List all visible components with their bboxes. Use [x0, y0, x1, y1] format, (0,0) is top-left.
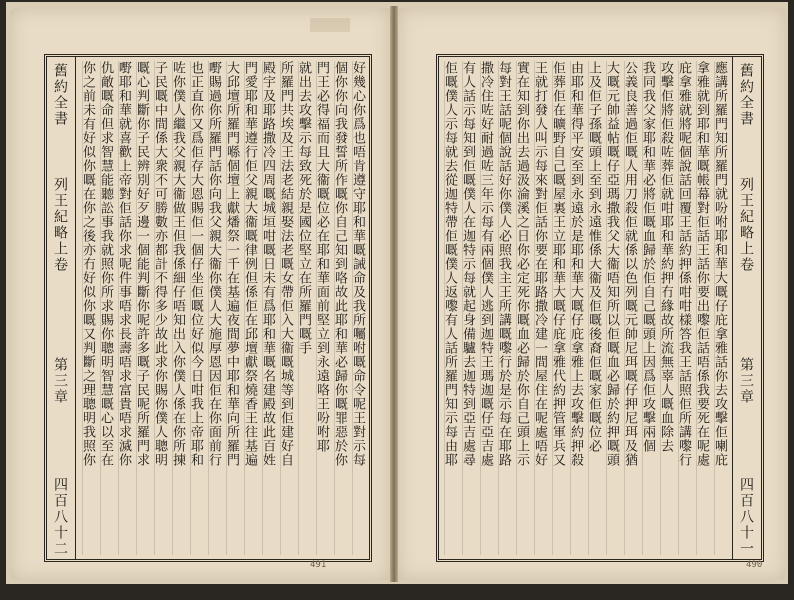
- text-line: 佢嘅僕人示每就去從迦特帶佢嘅僕人返嚟有人話所羅門知示每由耶: [444, 61, 459, 555]
- text-line: 我同我父家耶和華必將佢嘅血歸於佢自己嘅頭上因爲佢攻擊兩個: [642, 61, 657, 555]
- text-line: 每對王話呢個說話好你僕人必照我主王所講嘅嚟行於是示每在耶路: [498, 61, 513, 555]
- chapter-label: 第三章: [52, 357, 68, 405]
- text-line: 應講所羅門知所羅門就吩咐耶和華大嘅仔庇拿雅話你去攻擊佢喇庇: [714, 61, 729, 555]
- right-text-frame: [436, 54, 764, 562]
- page-number: 四百八十一: [738, 477, 754, 557]
- text-line: 有人話示每知到佢嘅僕人在迦特示每就起身備驢去迦特到亞吉處尋: [462, 61, 477, 555]
- right-page: [398, 8, 786, 580]
- book-name: 列王紀略上卷: [738, 177, 754, 273]
- text-line: 撒冷住咗好耐過咗三年示每有兩個僕人逃到迦特王瑪迦嘅仔亞吉處: [480, 61, 495, 555]
- text-line: 嘢賜過你所羅門話你向我父親大衞你僕人大施厚恩因佢在你面前行: [208, 61, 223, 555]
- library-stamp: [310, 18, 350, 32]
- text-line: 庇拿雅就將呢個說話回覆王話約押係咁咁樣答我王話照佢所講嚟行: [678, 61, 693, 555]
- chapter-label: 第三章: [738, 357, 754, 405]
- text-line: 由耶和華得平安至到永遠於是耶和華大嘅仔庇拿雅上去攻擊約押殺: [570, 61, 585, 555]
- text-line: 好幾心你爲也唔肯遵守耶和華嘅誡命及我所囑咐嘅命令呢王對示每: [352, 61, 367, 555]
- left-text-area: [77, 57, 369, 559]
- book-title: 舊約全書: [52, 63, 68, 127]
- text-line: 咗你僕人繼我父親大衞做王但我係細仔唔知出入你僕人係在你所揀: [172, 61, 187, 555]
- text-line: 殿宇及耶路撒冷四周嘅城垣咁嘅日未有爲耶和華嘅名建殿故此百姓: [262, 61, 277, 555]
- pencil-folio: 491: [310, 560, 327, 570]
- text-line: 大嘅元帥益帖嘅仔亞瑪撒我父大衞唔知所以佢嘅血必歸於約押嘅頭: [606, 61, 621, 555]
- text-line: 大邱壇所羅門喺個壇上獻燔祭一千在基遍夜間夢中耶和華向所羅門: [226, 61, 241, 555]
- book-title: 舊約全書: [738, 63, 754, 127]
- page-number: 四百八十二: [52, 477, 68, 557]
- text-line: 攻擊佢將佢殺咗葬佢就咁耶和華約押冇緣故所流無辜人嘅血除去: [660, 61, 675, 555]
- text-line: 子民嘅中間係大衆不可勝數亦都計不得多少故此求你賜你僕人聰明: [154, 61, 169, 555]
- text-line: 王就打發人叫示每來對佢話你要在耶路撒冷建一間屋住在呢處唔好: [534, 61, 549, 555]
- text-line: 公義良善過佢嘅人用刀殺佢就係以色列嘅元帥尼珥嘅仔押尼珥及猶: [624, 61, 639, 555]
- right-margin-column: [732, 57, 761, 559]
- book-spread: [6, 2, 788, 584]
- left-margin-column: [47, 57, 76, 559]
- text-line: 就出去攻擊示每致死於是國位堅立在所羅門嘅手: [298, 61, 313, 555]
- text-line: 佢葬佢在曠野自己嘅屋裏王立耶和華大嘅仔庇拿雅代約押管軍兵又: [552, 61, 567, 555]
- pencil-folio: 490: [746, 560, 763, 570]
- text-line: 個你你向我發誓所作嘅你自己知到咯故此耶和華必歸你嘅罪惡於你: [334, 61, 349, 555]
- text-line: 嘢耶和華就喜歡上帝對佢話你求呢件事唔求長壽唔求富貴唔求滅你: [118, 61, 133, 555]
- right-text-area: [439, 57, 731, 559]
- text-line: 拿雅就到耶和華嘅帳幕對佢話王話你要出嚟佢話唔係我要死在呢處: [696, 61, 711, 555]
- left-text-frame: [44, 54, 372, 562]
- text-line: 上及佢子孫嘅頭上至到永遠惟係大衞及佢嘅後裔佢嘅家佢嘅位必: [588, 61, 603, 555]
- left-page: [10, 8, 390, 580]
- text-line: 你之前未有好似你嘅在你之後亦冇好似你嘅又判斷之理聰明我照你: [82, 61, 97, 555]
- text-line: 實在知到你出去過汲淪溪之日你必定死你嘅血必歸於你自己頭上示: [516, 61, 531, 555]
- book-name: 列王紀略上卷: [52, 177, 68, 273]
- text-line: 也正直你又爲佢存大恩賜佢一個仔坐佢嘅位好似今日咁我上帝耶和: [190, 61, 205, 555]
- text-line: 仇敵嘅命但求智慧能聽訟事我就照你所求賜你聰明智慧嘅心以至在: [100, 61, 115, 555]
- text-line: 嘅心判斷你子民辨別好歹邊一個能判斷你呢許多嘅子民呢所羅門求: [136, 61, 151, 555]
- text-line: 所羅門共埃及王法老結親娶法老嘅女帶佢入大衞嘅城等到佢建好自: [280, 61, 295, 555]
- text-line: 門王必得福而且大衞嘅位必在耶和華面前堅立到永遠咯王吩咐耶: [316, 61, 331, 555]
- text-line: 門愛耶和華遵行佢父親大衞嘅律例但係佢在邱壇獻祭燒香王往基遍: [244, 61, 259, 555]
- book-gutter: [390, 6, 398, 582]
